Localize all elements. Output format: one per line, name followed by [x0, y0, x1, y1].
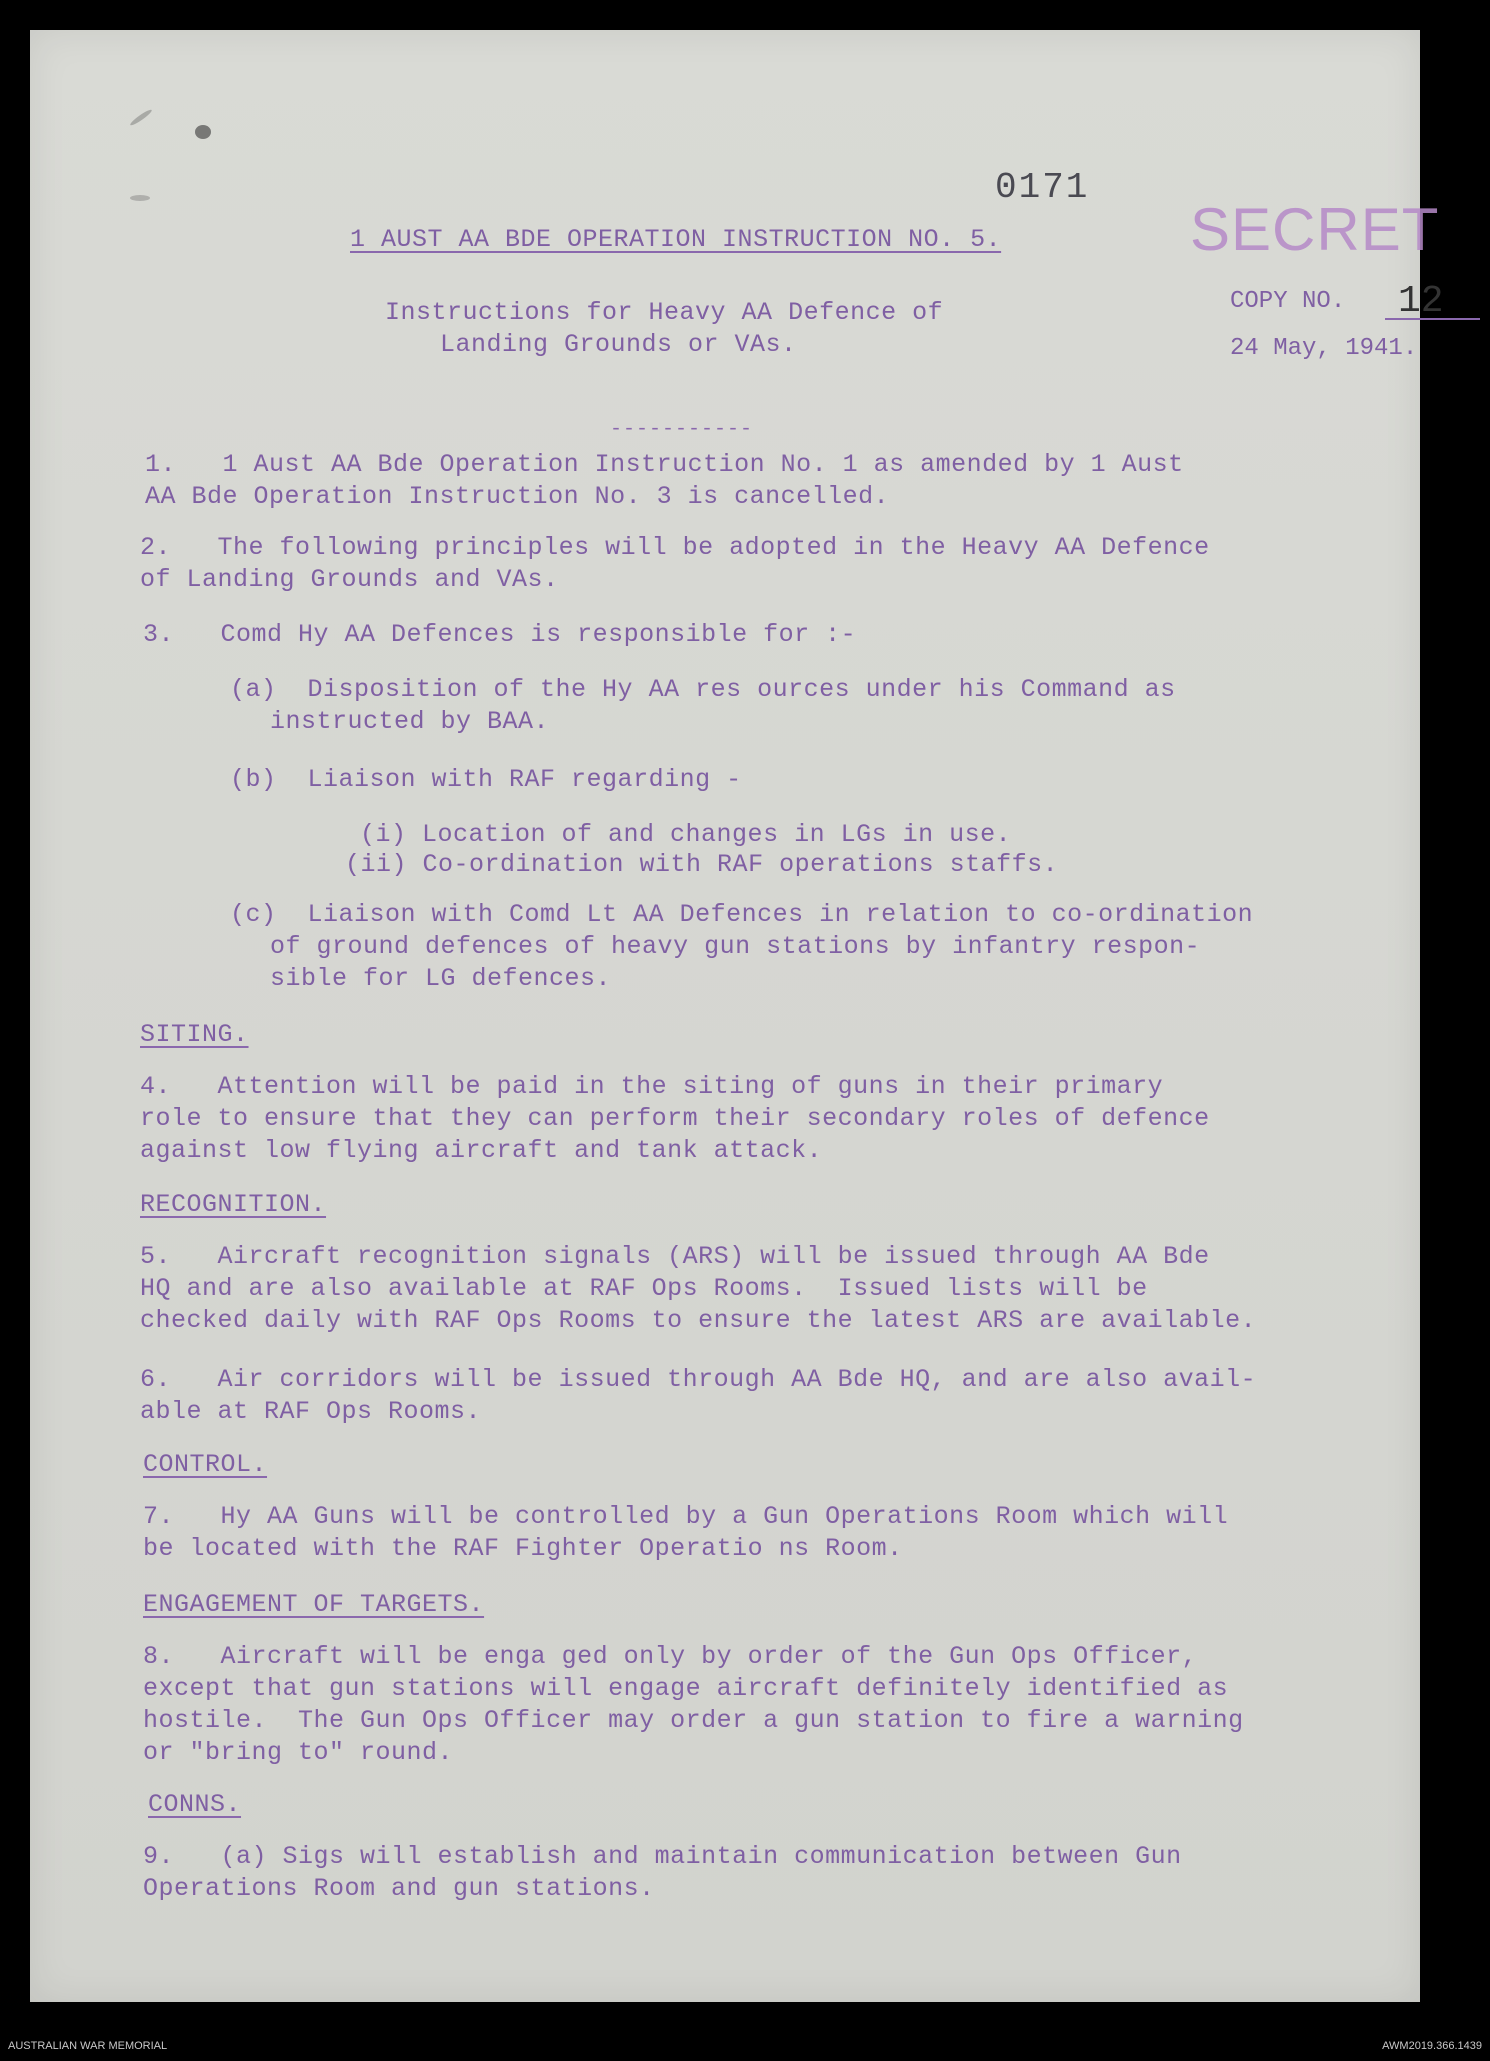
- document-page: [30, 30, 1444, 2002]
- para-3b-ii: (ii) Co-ordination with RAF operations staffs.: [345, 850, 1059, 879]
- para-2-line-1: 2. The following principles will be adopted in the Heavy AA Defence: [140, 533, 1210, 562]
- para-5-line-2: HQ and are also available at RAF Ops Rooms. Issued lists will be: [140, 1274, 1148, 1303]
- heading-control: CONTROL.: [143, 1450, 268, 1479]
- para-3b: (b) Liaison with RAF regarding -: [230, 765, 742, 794]
- para-3: 3. Comd Hy AA Defences is responsible for :-: [143, 620, 857, 649]
- para-5-line-3: checked daily with RAF Ops Rooms to ensure the latest ARS are available.: [140, 1306, 1257, 1335]
- heading-conns: CONNS.: [148, 1790, 242, 1819]
- para-3b-i: (i) Location of and changes in LGs in use.: [360, 820, 1012, 849]
- para-4-line-1: 4. Attention will be paid in the siting of guns in their primary: [140, 1072, 1164, 1101]
- para-7-line-2: be located with the RAF Fighter Operatio ns Room.: [143, 1534, 903, 1563]
- para-4-line-2: role to ensure that they can perform their secondary roles of defence: [140, 1104, 1210, 1133]
- copy-label: COPY NO.: [1230, 288, 1346, 315]
- heading-siting: SITING.: [140, 1020, 249, 1049]
- secret-stamp: SECRET: [1190, 196, 1440, 263]
- footer-reference: AWM2019.366.1439: [1382, 2040, 1482, 2052]
- para-8-line-1: 8. Aircraft will be enga ged only by order of the Gun Ops Officer,: [143, 1642, 1198, 1671]
- document-title: 1 AUST AA BDE OPERATION INSTRUCTION NO. 5.: [350, 225, 1002, 254]
- separator: -----------: [610, 418, 754, 441]
- ink-smudge: [130, 195, 150, 201]
- para-1-line-1: 1. 1 Aust AA Bde Operation Instruction No. 1 as amended by 1 Aust: [145, 450, 1184, 479]
- subtitle-line-2: Landing Grounds or VAs.: [440, 330, 797, 359]
- copy-number-underline: [1385, 318, 1480, 320]
- para-8-line-2: except that gun stations will engage aircraft definitely identified as: [143, 1674, 1229, 1703]
- document-number: 0171: [995, 167, 1090, 208]
- para-9-line-1: 9. (a) Sigs will establish and maintain communication between Gun: [143, 1842, 1182, 1871]
- heading-recognition: RECOGNITION.: [140, 1190, 327, 1219]
- para-3c-line-1: (c) Liaison with Comd Lt AA Defences in relation to co-ordination: [230, 900, 1254, 929]
- para-8-line-3: hostile. The Gun Ops Officer may order a gun station to fire a warning: [143, 1706, 1244, 1735]
- para-9-line-2: Operations Room and gun stations.: [143, 1874, 655, 1903]
- para-6-line-2: able at RAF Ops Rooms.: [140, 1397, 482, 1426]
- subtitle-line-1: Instructions for Heavy AA Defence of: [385, 298, 944, 327]
- para-3a-line-2: instructed by BAA.: [270, 707, 550, 736]
- para-3c-line-3: sible for LG defences.: [270, 964, 612, 993]
- para-2-line-2: of Landing Grounds and VAs.: [140, 565, 559, 594]
- para-5-line-1: 5. Aircraft recognition signals (ARS) will be issued through AA Bde: [140, 1242, 1210, 1271]
- para-7-line-1: 7. Hy AA Guns will be controlled by a Gun Operations Room which will: [143, 1502, 1229, 1531]
- copy-number: 12: [1398, 280, 1444, 323]
- para-1-line-2: AA Bde Operation Instruction No. 3 is cancelled.: [145, 482, 890, 511]
- para-6-line-1: 6. Air corridors will be issued through AA Bde HQ, and are also avail-: [140, 1365, 1257, 1394]
- heading-engagement-of-targets: ENGAGEMENT OF TARGETS.: [143, 1590, 485, 1619]
- footer-attribution: AUSTRALIAN WAR MEMORIAL: [8, 2040, 168, 2052]
- ink-smudge: [195, 125, 211, 139]
- ink-smudge: [129, 108, 153, 127]
- para-8-line-4: or "bring to" round.: [143, 1738, 454, 1767]
- document-date: 24 May, 1941.: [1230, 335, 1418, 362]
- para-4-line-3: against low flying aircraft and tank attack.: [140, 1136, 823, 1165]
- para-3c-line-2: of ground defences of heavy gun stations by infantry respon-: [270, 932, 1201, 961]
- para-3a-line-1: (a) Disposition of the Hy AA res ources under his Command as: [230, 675, 1176, 704]
